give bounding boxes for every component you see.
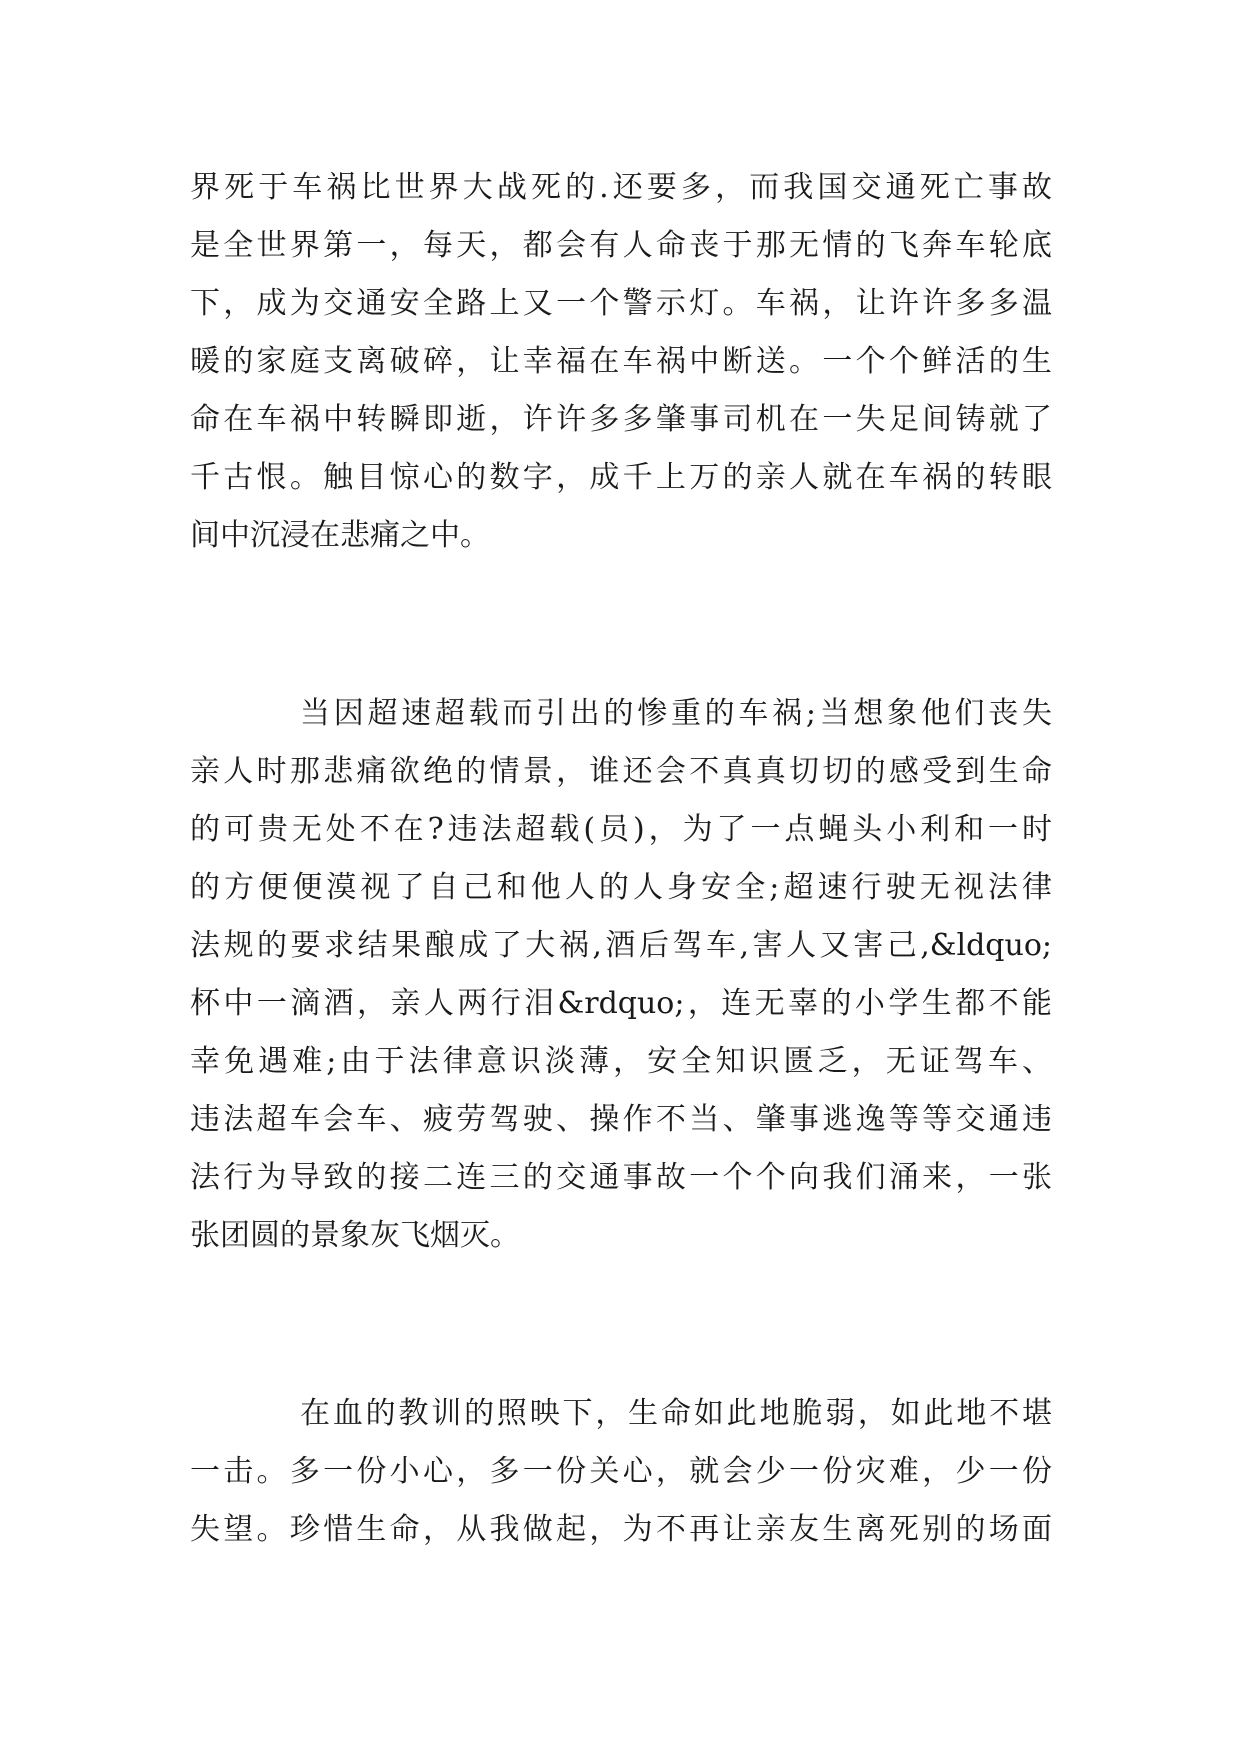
paragraph-line: 杯中一滴酒，亲人两行泪&rdquo;，连无辜的小学生都不能 xyxy=(190,986,1052,1021)
paragraph-line: 的方便便漠视了自己和他人的人身安全;超速行驶无视法律 xyxy=(190,870,1052,905)
paragraph-1 xyxy=(190,159,1052,565)
paragraph-line: 命在车祸中转瞬即逝，许许多多肇事司机在一失足间铸就了 xyxy=(190,402,1052,437)
paragraph-line: 幸免遇难;由于法律意识淡薄，安全知识匮乏，无证驾车、 xyxy=(190,1044,1052,1079)
paragraph-line: 下，成为交通安全路上又一个警示灯。车祸，让许许多多温 xyxy=(190,286,1052,321)
paragraph-line: 千古恨。触目惊心的数字，成千上万的亲人就在车祸的转眼 xyxy=(190,460,1052,495)
paragraph-line: 失望。珍惜生命，从我做起，为不再让亲友生离死别的场面 xyxy=(190,1512,1052,1547)
paragraph-line: 一击。多一份小心，多一份关心，就会少一份灾难，少一份 xyxy=(190,1454,1052,1489)
paragraph-3 xyxy=(190,1385,1052,1559)
paragraph-line: 法行为导致的接二连三的交通事故一个个向我们涌来，一张 xyxy=(190,1160,1052,1195)
paragraph-2 xyxy=(190,685,1052,1265)
paragraph-line: 暖的家庭支离破碎，让幸福在车祸中断送。一个个鲜活的生 xyxy=(190,344,1052,379)
paragraph-line: 违法超车会车、疲劳驾驶、操作不当、肇事逃逸等等交通违 xyxy=(190,1102,1052,1137)
paragraph-line: 的可贵无处不在?违法超载(员)，为了一点蝇头小利和一时 xyxy=(190,812,1052,847)
paragraph-line: 当因超速超载而引出的惨重的车祸;当想象他们丧失 xyxy=(300,696,1052,731)
paragraph-line: 界死于车祸比世界大战死的.还要多，而我国交通死亡事故 xyxy=(190,170,1052,205)
paragraph-line: 间中沉浸在悲痛之中。 xyxy=(190,518,490,553)
paragraph-line: 是全世界第一，每天，都会有人命丧于那无情的飞奔车轮底 xyxy=(190,228,1052,263)
paragraph-line: 亲人时那悲痛欲绝的情景，谁还会不真真切切的感受到生命 xyxy=(190,754,1052,789)
paragraph-line: 张团圆的景象灰飞烟灭。 xyxy=(190,1218,520,1253)
paragraph-line: 法规的要求结果酿成了大祸,酒后驾车,害人又害己,&ldquo; xyxy=(190,928,1052,963)
paragraph-line: 在血的教训的照映下，生命如此地脆弱，如此地不堪 xyxy=(300,1396,1052,1431)
